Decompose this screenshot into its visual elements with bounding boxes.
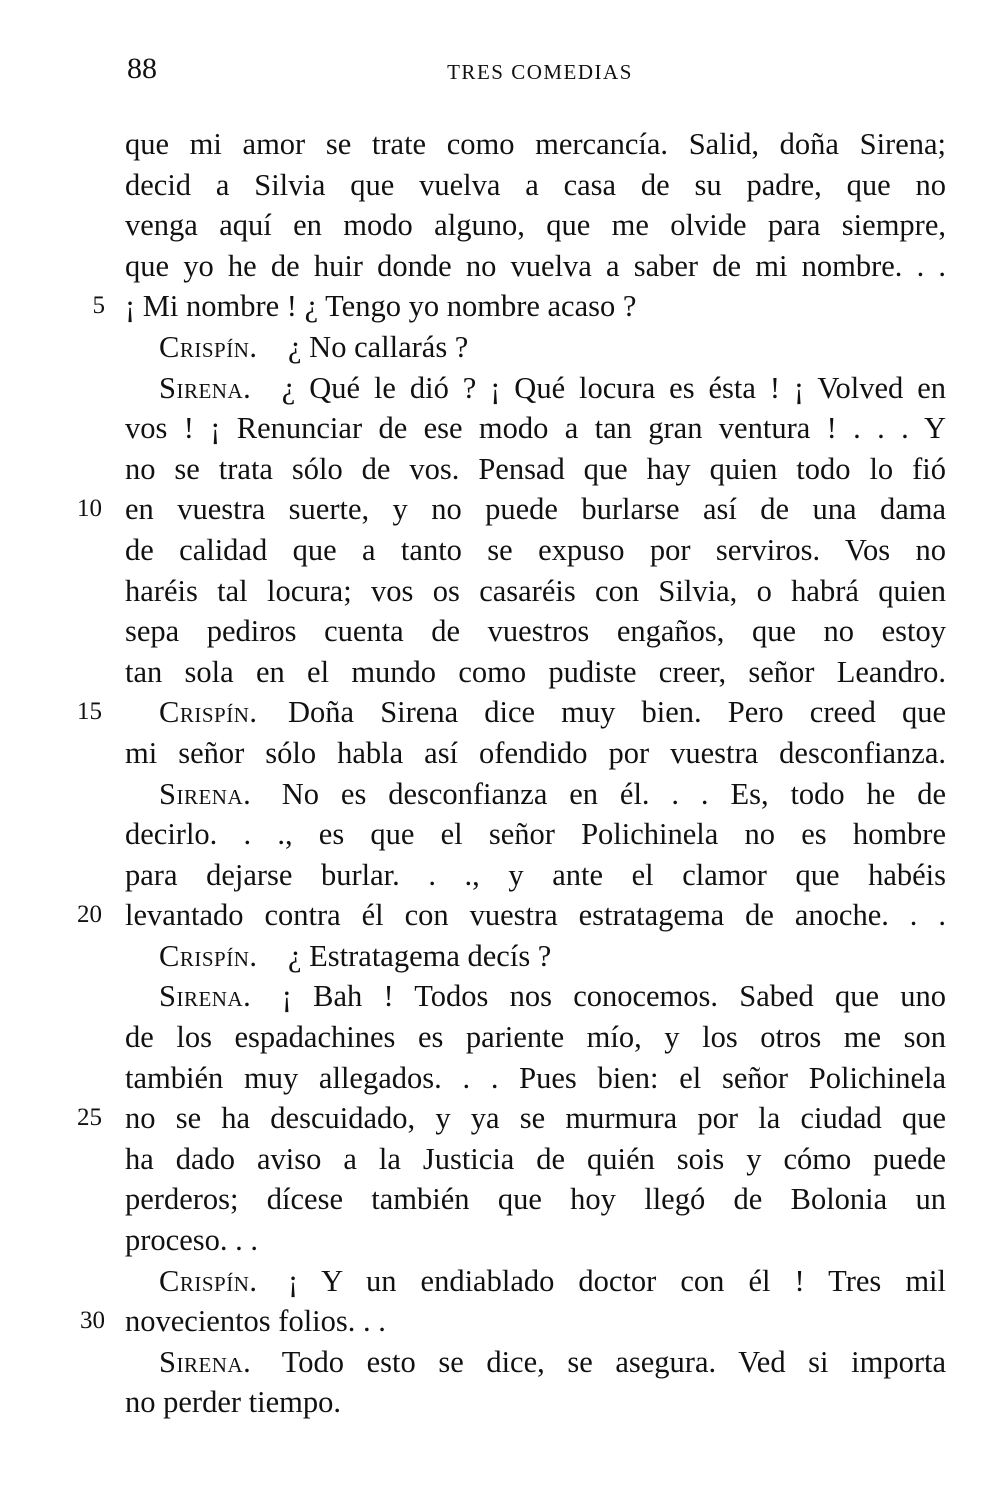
line-text: sepa pediros cuenta de vuestros engaños, que no estoy <box>125 614 946 649</box>
line-text: mi señor sólo habla así ofendido por vuestra desconfianza. <box>125 735 946 770</box>
line-text: decirlo. . ., es que el señor Polichinela no es hombre <box>125 817 946 852</box>
line-text: levantado contra él con vuestra estratagema de anoche. . . <box>125 898 946 933</box>
text-line <box>77 895 946 936</box>
line-number: 30 <box>80 1307 105 1335</box>
text-line <box>125 165 946 206</box>
text-line <box>125 368 946 409</box>
speaker-name: Crispín. <box>159 695 258 730</box>
line-text: Todo esto se dice, se asegura. Ved si importa <box>281 1344 946 1379</box>
line-text: ¿ Estratagema decís ? <box>288 938 552 973</box>
text-line <box>125 611 946 652</box>
text-line <box>125 449 946 490</box>
line-text: ¡ Bah ! Todos nos conocemos. Sabed que uno <box>281 979 946 1014</box>
speaker-name: Crispín. <box>159 938 258 973</box>
line-text: ¡ Y un endiablado doctor con él ! Tres mil <box>288 1263 946 1298</box>
line-text: ¿ Qué le dió ? ¡ Qué locura es ésta ! ¡ Volved en <box>281 370 946 405</box>
text-line <box>125 1382 946 1423</box>
line-text: no se trata sólo de vos. Pensad que hay quien todo lo fió <box>125 451 946 486</box>
text-line <box>125 1017 946 1058</box>
text-line <box>125 205 946 246</box>
line-text: también muy allegados. . . Pues bien: el señor Polichinela <box>125 1060 946 1095</box>
line-text: vos ! ¡ Renunciar de ese modo a tan gran ventura ! . . . Y <box>125 411 946 446</box>
line-text: ¡ Mi nombre ! ¿ Tengo yo nombre acaso ? <box>125 289 637 324</box>
line-text: no se ha descuidado, y ya se murmura por la ciudad que <box>125 1101 946 1136</box>
line-text: haréis tal locura; vos os casaréis con Silvia, o habrá quien <box>125 573 946 608</box>
speaker-name: Crispín. <box>159 1263 258 1298</box>
text-line <box>125 936 946 977</box>
text-line <box>125 1058 946 1099</box>
line-number: 10 <box>77 495 102 523</box>
line-number: 20 <box>77 901 102 929</box>
text-line <box>125 652 946 693</box>
text-line <box>125 1261 946 1302</box>
speaker-name: Sirena. <box>159 776 252 811</box>
line-text: para dejarse burlar. . ., y ante el clamor que habéis <box>125 857 946 892</box>
page-number: 88 <box>127 52 157 85</box>
text-line <box>125 733 946 774</box>
text-line <box>125 408 946 449</box>
speaker-name: Crispín. <box>159 329 258 364</box>
line-text: perderos; dícese también que hoy llegó de Bolonia un <box>125 1182 946 1217</box>
text-line <box>125 1139 946 1180</box>
text-line <box>77 489 946 530</box>
line-text: que yo he de huir donde no vuelva a saber de mi nombre. . . <box>125 248 946 283</box>
line-text: que mi amor se trate como mercancía. Salid, doña Sirena; <box>125 127 946 161</box>
line-text: decid a Silvia que vuelva a casa de su padre, que no <box>125 167 946 202</box>
text-line <box>125 1342 946 1383</box>
running-title: TRES COMEDIAS <box>447 60 633 84</box>
text-line <box>125 1179 946 1220</box>
text-line <box>125 976 946 1017</box>
text-line <box>77 692 946 733</box>
line-text: novecientos folios. . . <box>125 1304 386 1339</box>
line-number: 25 <box>77 1104 102 1132</box>
text-line <box>125 246 946 287</box>
line-number: 5 <box>92 292 105 320</box>
line-text: venga aquí en modo alguno, que me olvide para siempre, <box>125 208 946 243</box>
speaker-name: Sirena. <box>159 370 252 405</box>
text-line <box>125 814 946 855</box>
text-line <box>125 774 946 815</box>
line-text: tan sola en el mundo como pudiste creer, señor Leandro. <box>125 654 946 689</box>
line-text: ha dado aviso a la Justicia de quién sois y cómo puede <box>125 1141 946 1176</box>
line-text: en vuestra suerte, y no puede burlarse así de una dama <box>125 492 946 527</box>
text-line <box>77 1098 946 1139</box>
speaker-name: Sirena. <box>159 979 252 1014</box>
line-number: 15 <box>77 698 102 726</box>
text-line <box>125 530 946 571</box>
text-line <box>125 124 946 165</box>
speaker-name: Sirena. <box>159 1344 252 1379</box>
text-line <box>125 1220 946 1261</box>
line-text: no perder tiempo. <box>125 1385 341 1420</box>
line-text: de calidad que a tanto se expuso por serviros. Vos no <box>125 532 946 567</box>
text-line <box>125 855 946 896</box>
text-line <box>92 286 946 327</box>
line-text: ¿ No callarás ? <box>288 329 469 364</box>
text-line <box>80 1301 946 1342</box>
line-text: de los espadachines es pariente mío, y los otros me son <box>125 1020 946 1055</box>
line-text: proceso. . . <box>125 1223 258 1258</box>
text-body <box>77 124 946 1423</box>
line-text: Doña Sirena dice muy bien. Pero creed que <box>288 695 946 730</box>
text-line <box>125 571 946 612</box>
text-line <box>125 327 946 368</box>
line-text: No es desconfianza en él. . . Es, todo he de <box>281 776 946 811</box>
